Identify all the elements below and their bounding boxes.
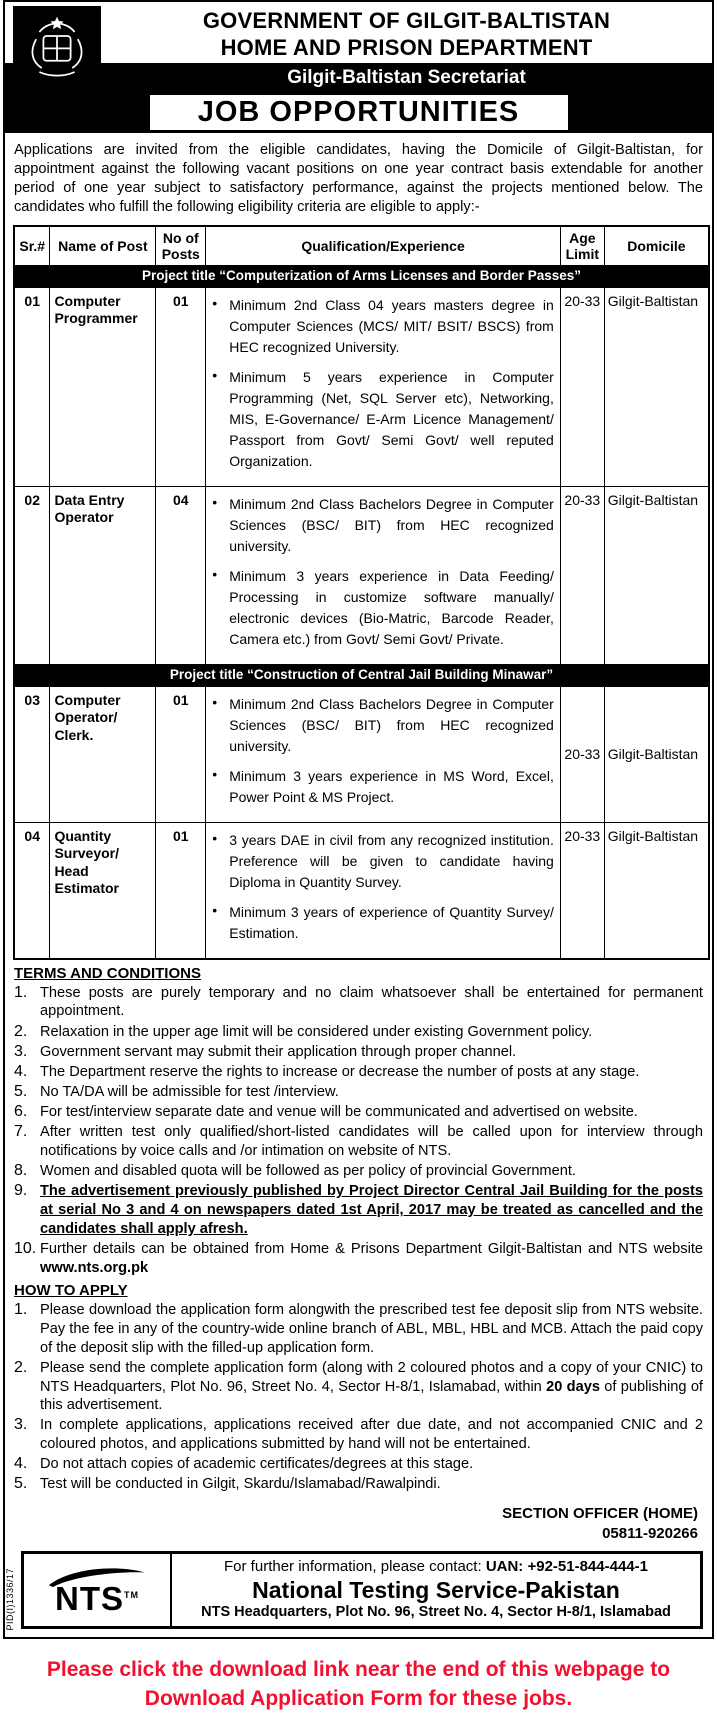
bullet-icon: • <box>212 829 218 846</box>
list-item-text: No TA/DA will be admissible for test /interview. <box>40 1084 339 1101</box>
list-item-number: 4. <box>14 1455 28 1473</box>
project-title-bar: Project title “Computerization of Arms Licenses and Border Passes” <box>14 266 709 288</box>
list-item-text: After written test only qualified/short-listed candidates will be called upon for interview through notifications by voice calls and /or intimation on website of NTS. <box>40 1124 703 1160</box>
list-item-text: Please download the application form alongwith the prescribed test fee deposit slip from NTS website. Pay the fee in any of the country-wide online branch of ABL, MBL, HBL and MCB. Attach the paid copy of the deposit slip with the filled-up application form. <box>40 1302 703 1356</box>
list-item <box>14 1123 703 1160</box>
bullet-text: Minimum 2nd Class Bachelors Degree in Computer Sciences (BSC/ BIT) from HEC recognized university. <box>229 695 554 754</box>
list-item-text: Government servant may submit their application through proper channel. <box>40 1043 517 1060</box>
list-item <box>14 1023 703 1042</box>
qualification-bullet <box>212 566 554 650</box>
age-limit-cell: 20-33 <box>560 287 604 486</box>
signature-title: SECTION OFFICER (HOME) <box>502 1505 698 1523</box>
serial-cell: 02 <box>14 486 50 664</box>
list-item <box>14 1043 703 1062</box>
bullet-text: Minimum 3 years of experience of Quantity Survey/ Estimation. <box>229 903 554 941</box>
col-post: Name of Post <box>50 226 156 266</box>
dept-title-line2: HOME AND PRISON DEPARTMENT <box>220 35 593 60</box>
col-sr: Sr.# <box>14 226 50 266</box>
nts-footer-box <box>21 1551 703 1629</box>
nts-org-name: National Testing Service-Pakistan <box>252 1576 620 1603</box>
post-count-cell: 04 <box>156 486 206 664</box>
list-item <box>14 1455 703 1474</box>
serial-cell: 03 <box>14 686 50 822</box>
nts-letters: NTS <box>55 1579 124 1617</box>
post-count-cell: 01 <box>156 822 206 959</box>
qualification-bullet <box>212 766 554 808</box>
qualification-cell <box>206 686 561 822</box>
list-item <box>14 1240 703 1277</box>
list-item <box>14 1359 703 1415</box>
project-section-row <box>14 266 709 288</box>
how-to-apply-list <box>5 1301 712 1494</box>
serial-cell: 04 <box>14 822 50 959</box>
col-qualification: Qualification/Experience <box>206 226 561 266</box>
list-item-text: Relaxation in the upper age limit will be considered under existing Government policy. <box>40 1023 593 1040</box>
list-item-text: Please send the complete application form (along with 2 coloured photos and a copy of your CNIC) to NTS Headquarters, Plot No. 96, Street No. 4, Sector H-8/1, Islamabad, within 20 days of publishing of this advertisement. <box>40 1359 703 1414</box>
nts-logo-text <box>55 1579 139 1617</box>
job-opportunities-label: JOB OPPORTUNITIES <box>150 95 568 130</box>
bullet-text: 3 years DAE in civil from any recognized institution. Preference will be given to candidate having Diploma in Quantity Survey. <box>229 831 554 890</box>
list-item-text: Do not attach copies of academic certificates/degrees at this stage. <box>40 1456 474 1473</box>
how-to-apply-heading: HOW TO APPLY <box>14 1282 128 1300</box>
project-section-row <box>14 664 709 686</box>
uan-number: UAN: +92-51-844-444-1 <box>485 1558 648 1576</box>
domicile-cell: Gilgit-Baltistan <box>604 686 709 822</box>
post-count-cell: 01 <box>156 287 206 486</box>
list-item-number: 8. <box>14 1162 28 1180</box>
col-domicile: Domicile <box>604 226 709 266</box>
tm-mark: TM <box>124 1589 139 1600</box>
qualification-cell <box>206 287 561 486</box>
qualification-bullet <box>212 367 554 472</box>
qualification-bullet <box>212 295 554 358</box>
bullet-text: Minimum 3 years experience in Data Feeding/ Processing in customize software manually/ electronic devices (Bio-Matric, Barcode Reader, Camera etc.) from Govt/ Semi Govt/ Private. <box>229 567 554 647</box>
header <box>5 2 712 133</box>
department-titles <box>101 7 712 61</box>
list-item-number: 1. <box>14 1301 28 1319</box>
job-opportunities-banner <box>5 92 712 133</box>
bullet-icon: • <box>212 493 218 510</box>
col-age: Age Limit <box>560 226 604 266</box>
download-note: Please click the download link near the end of this webpage to Download Application Form for these jobs. <box>46 1657 671 1710</box>
list-item-text: For test/interview separate date and venue will be communicated and advertised on website. <box>40 1104 638 1121</box>
qualification-bullet <box>212 830 554 893</box>
pakistan-emblem-icon <box>13 6 101 89</box>
domicile-cell: Gilgit-Baltistan <box>604 486 709 664</box>
bullet-text: Minimum 3 years experience in MS Word, Excel, Power Point & MS Project. <box>229 767 554 805</box>
jobs-table-body <box>14 266 709 959</box>
list-item <box>14 1103 703 1122</box>
bullet-text: Minimum 5 years experience in Computer Programming (Net, SQL Server etc), Networking, MIS, E-Governance/ E-Arm Licence Management/ Passport from Govt/ Semi Govt/ well reputed Organization. <box>229 368 554 469</box>
list-item-number: 3. <box>14 1416 28 1434</box>
qualification-bullet <box>212 902 554 944</box>
age-limit-cell: 20-33 <box>560 486 604 664</box>
list-item-number: 4. <box>14 1062 28 1080</box>
post-name-cell: Computer Operator/ Clerk. <box>50 686 156 822</box>
bullet-icon: • <box>212 366 218 383</box>
serial-cell: 01 <box>14 287 50 486</box>
project-title-bar: Project title “Construction of Central Jail Building Minawar” <box>14 664 709 686</box>
nts-contact-info <box>172 1554 700 1626</box>
list-item <box>14 1301 703 1357</box>
bullet-icon: • <box>212 565 218 582</box>
qualification-cell <box>206 822 561 959</box>
post-count-cell: 01 <box>156 686 206 822</box>
nts-logo <box>24 1554 172 1626</box>
list-item-number: 3. <box>14 1042 28 1060</box>
post-name-cell: Data Entry Operator <box>50 486 156 664</box>
post-name-cell: Quantity Surveyor/ Head Estimator <box>50 822 156 959</box>
list-item <box>14 1416 703 1453</box>
list-item-text: These posts are purely temporary and no claim whatsoever shall be entertained for permanent appointment. <box>40 984 703 1020</box>
bullet-icon: • <box>212 765 218 782</box>
signature-block <box>19 1504 698 1545</box>
list-item-text: The Department reserve the rights to increase or decrease the number of posts at any stage. <box>40 1063 640 1080</box>
list-item-text: The advertisement previously published by Project Director Central Jail Building for the posts at serial No 3 and 4 on newspapers dated 1st April, 2017 may be treated as cancelled and the candidates shall apply afresh. <box>40 1183 703 1237</box>
list-item-number: 1. <box>14 983 28 1001</box>
list-item <box>14 1162 703 1181</box>
list-item-number: 5. <box>14 1083 28 1101</box>
list-item-number: 6. <box>14 1103 28 1121</box>
bullet-icon: • <box>212 294 218 311</box>
secretariat-label: Gilgit-Baltistan Secretariat <box>287 67 526 88</box>
contact-line-text: For further information, please contact: <box>224 1558 482 1576</box>
list-item-text: Further details can be obtained from Home & Prisons Department Gilgit-Baltistan and NTS website www.nts.org.pk <box>40 1240 703 1276</box>
nts-address: NTS Headquarters, Plot No. 96, Street No. 4, Sector H-8/1, Islamabad <box>201 1604 671 1621</box>
list-item-text: In complete applications, applications received after due date, and not accompanied CNIC and 2 coloured photos, and applications submitted by hand will not be entertained. <box>40 1417 703 1453</box>
qualification-cell <box>206 486 561 664</box>
domicile-cell: Gilgit-Baltistan <box>604 822 709 959</box>
terms-heading: TERMS AND CONDITIONS <box>14 964 201 982</box>
list-item-number: 2. <box>14 1022 28 1040</box>
list-item-number: 10. <box>14 1239 37 1257</box>
terms-list <box>5 984 712 1278</box>
post-name-cell: Computer Programmer <box>50 287 156 486</box>
jobs-table <box>13 225 710 960</box>
secretariat-bar <box>5 63 712 92</box>
list-item-number: 5. <box>14 1475 28 1493</box>
bullet-text: Minimum 2nd Class Bachelors Degree in Computer Sciences (BSC/ BIT) from HEC recognized university. <box>229 495 554 554</box>
job-row <box>14 287 709 486</box>
job-row <box>14 686 709 822</box>
qualification-bullet <box>212 494 554 557</box>
list-item <box>14 1475 703 1494</box>
age-limit-cell: 20-33 <box>560 822 604 959</box>
list-item <box>14 1182 703 1238</box>
pid-code: PID(I)1336/17 <box>5 1568 15 1631</box>
signature-phone: 05811-920266 <box>602 1525 698 1543</box>
list-item-text: Test will be conducted in Gilgit, Skardu/Islamabad/Rawalpindi. <box>40 1476 441 1493</box>
table-header-row <box>14 226 709 266</box>
bullet-icon: • <box>212 901 218 918</box>
dept-title-line1: GOVERNMENT OF GILGIT-BALTISTAN <box>202 8 611 33</box>
advertisement <box>3 0 714 1639</box>
list-item <box>14 1063 703 1082</box>
job-row <box>14 486 709 664</box>
age-limit-cell: 20-33 <box>560 686 604 822</box>
col-count: No of Posts <box>156 226 206 266</box>
list-item <box>14 1083 703 1102</box>
qualification-bullet <box>212 694 554 757</box>
contact-line <box>176 1557 696 1577</box>
list-item-number: 9. <box>14 1182 28 1200</box>
bullet-text: Minimum 2nd Class 04 years masters degree in Computer Sciences (MCS/ MIT/ BSIT/ BSCS) from HEC recognized University. <box>229 296 554 355</box>
job-row <box>14 822 709 959</box>
bullet-icon: • <box>212 693 218 710</box>
list-item-text: Women and disabled quota will be followed as per policy of provincial Government. <box>40 1163 576 1180</box>
list-item <box>14 984 703 1021</box>
intro-paragraph: Applications are invited from the eligible candidates, having the Domicile of Gilgit-Baltistan, for appointment against the following vacant positions on one year contract basis extendable for another period of one year subject to satisfactory performance, against the projects mentioned below. The candidates who fulfill the following eligibility criteria are eligible to apply:- <box>14 142 703 215</box>
list-item-number: 2. <box>14 1358 28 1376</box>
domicile-cell: Gilgit-Baltistan <box>604 287 709 486</box>
list-item-number: 7. <box>14 1123 28 1141</box>
